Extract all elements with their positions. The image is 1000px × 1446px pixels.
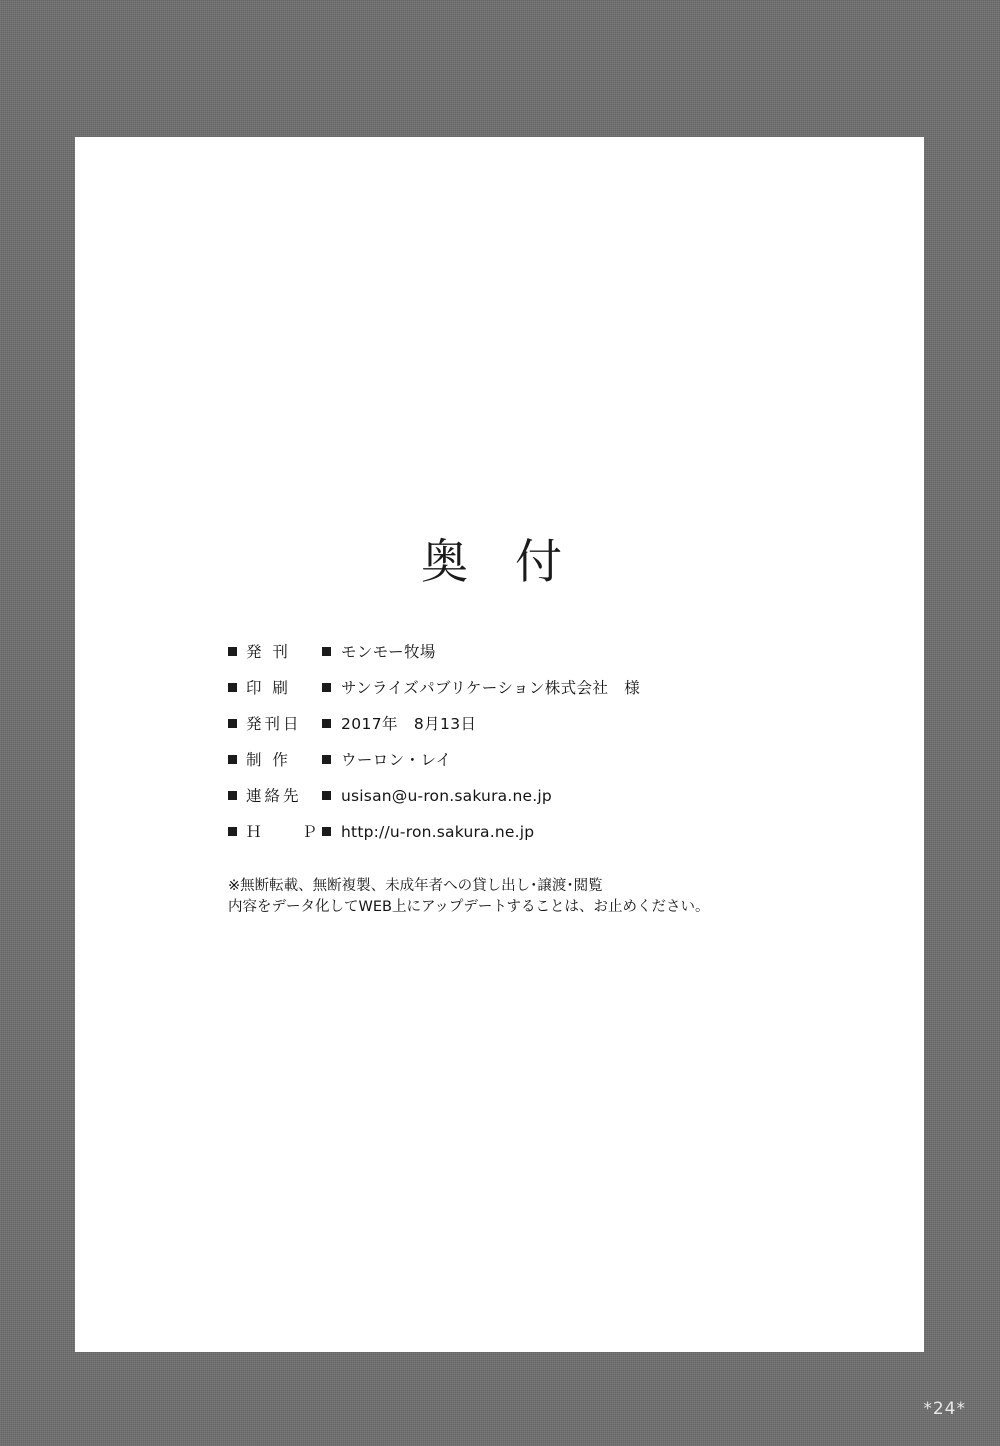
square-bullet-icon xyxy=(322,719,331,728)
notice-line: ※無断転載、無断複製、未成年者への貸し出し･譲渡･閲覧 xyxy=(228,878,603,894)
paper-page xyxy=(75,137,924,1352)
colophon-entry-homepage xyxy=(228,820,924,842)
entry-value: ウーロン・レイ xyxy=(341,751,452,769)
square-bullet-icon xyxy=(228,683,237,692)
square-bullet-icon xyxy=(228,791,237,800)
square-bullet-icon xyxy=(322,827,331,836)
entry-label: Ｈ Ｐ xyxy=(246,823,321,841)
entry-value: モンモー牧場 xyxy=(341,643,436,661)
entry-label: 連絡先 xyxy=(246,787,302,805)
entry-label: 発刊日 xyxy=(246,715,302,733)
entry-label: 印 刷 xyxy=(246,679,291,697)
square-bullet-icon xyxy=(228,827,237,836)
square-bullet-icon xyxy=(322,755,331,764)
colophon-entry xyxy=(228,676,924,698)
page-title: 奥 付 xyxy=(421,535,578,590)
copyright-notice xyxy=(75,876,924,918)
entry-label: 制 作 xyxy=(246,751,291,769)
colophon-entry-contact xyxy=(228,784,924,806)
homepage-url[interactable]: http://u-ron.sakura.ne.jp xyxy=(341,823,535,841)
square-bullet-icon xyxy=(322,647,331,656)
square-bullet-icon xyxy=(228,719,237,728)
square-bullet-icon xyxy=(228,755,237,764)
email-address[interactable]: usisan@u-ron.sakura.ne.jp xyxy=(341,787,552,805)
square-bullet-icon xyxy=(228,647,237,656)
entry-label: 発 刊 xyxy=(246,643,291,661)
colophon-entry xyxy=(228,712,924,734)
square-bullet-icon xyxy=(322,791,331,800)
colophon-block xyxy=(75,137,924,918)
square-bullet-icon xyxy=(322,683,331,692)
notice-line: 内容をデータ化してWEB上にアップデートすることは、お止めください。 xyxy=(228,899,710,916)
colophon-entry-list xyxy=(75,640,924,842)
page-number: *24* xyxy=(923,1399,966,1419)
entry-value: サンライズパブリケーション株式会社 様 xyxy=(341,679,641,697)
entry-value: 2017年 8月13日 xyxy=(341,715,477,733)
colophon-entry xyxy=(228,640,924,662)
colophon-entry xyxy=(228,748,924,770)
